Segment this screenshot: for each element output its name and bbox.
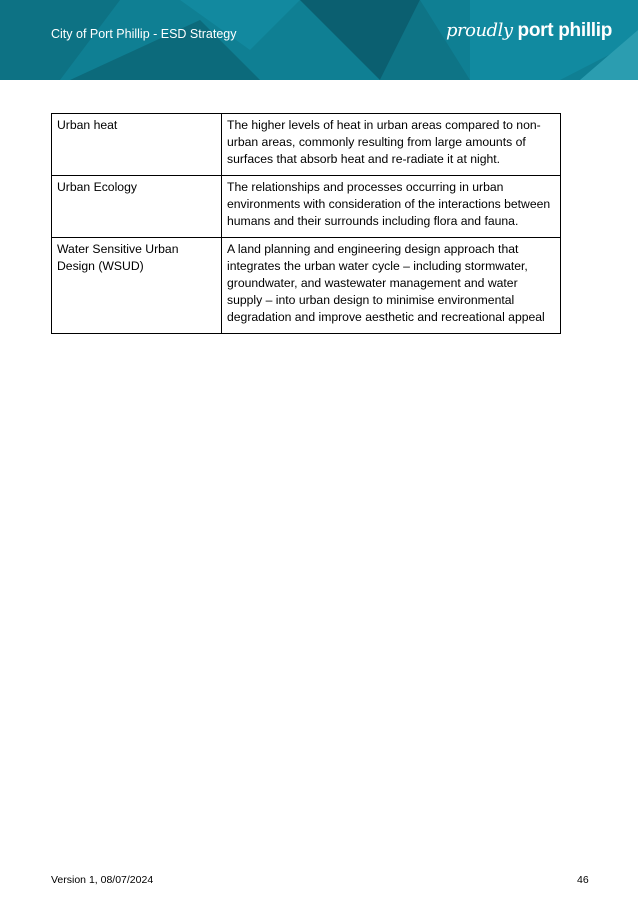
glossary-definition: The higher levels of heat in urban areas compared to non-urban areas, commonly resulting from large amounts of surfaces that absorb heat and re-radiate it at night.	[222, 114, 561, 176]
logo-script-text: proudly	[446, 20, 513, 41]
glossary-definition: A land planning and engineering design approach that integrates the urban water cycle – including stormwater, groundwater, and wastewater management and water supply – into urban design to minimise environmental degradation and improve aesthetic and recreational appeal	[222, 238, 561, 334]
glossary-term: Urban Ecology	[52, 176, 222, 238]
proudly-port-phillip-logo	[446, 20, 612, 48]
table-row	[52, 176, 561, 238]
glossary-table	[51, 113, 561, 334]
logo-name-text: port phillip	[517, 20, 613, 41]
table-row	[52, 238, 561, 334]
table-row	[52, 114, 561, 176]
document-title: City of Port Phillip - ESD Strategy	[51, 27, 237, 41]
glossary-term: Water Sensitive Urban Design (WSUD)	[52, 238, 222, 334]
page-header-banner	[0, 0, 638, 80]
glossary-term: Urban heat	[52, 114, 222, 176]
page-number: 46	[577, 874, 589, 886]
footer-version: Version 1, 08/07/2024	[51, 874, 154, 886]
glossary-definition: The relationships and processes occurring in urban environments with consideration of the interactions between humans and their surrounds including flora and fauna.	[222, 176, 561, 238]
